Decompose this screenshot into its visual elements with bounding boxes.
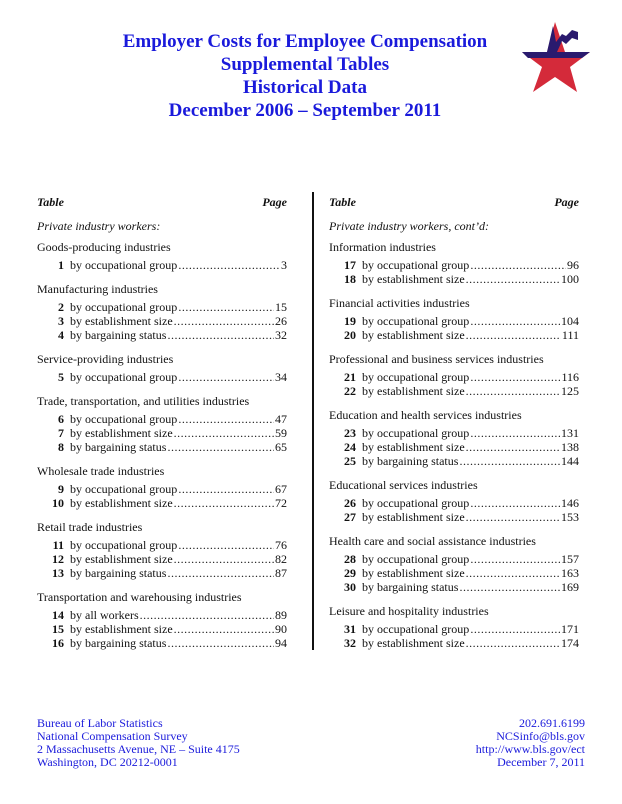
page-number: 153 — [561, 510, 579, 524]
table-label: by occupational group — [362, 552, 470, 566]
toc-entry[interactable] — [37, 258, 287, 272]
table-label: by bargaining status — [70, 636, 167, 650]
table-number: 5 — [58, 370, 64, 384]
table-label: by establishment size — [70, 552, 173, 566]
dot-leader — [466, 384, 560, 398]
toc-group — [37, 240, 287, 272]
toc-entry[interactable] — [329, 636, 579, 650]
table-label: by occupational group — [70, 300, 178, 314]
section-subtitle: Private industry workers, cont’d: — [329, 219, 489, 233]
toc-entry[interactable] — [329, 552, 579, 566]
group-heading: Financial activities industries — [329, 296, 470, 310]
column-divider — [312, 192, 314, 650]
group-heading: Service-providing industries — [37, 352, 174, 366]
dot-leader — [178, 300, 274, 314]
toc-entry[interactable] — [329, 566, 579, 580]
table-number: 20 — [344, 328, 356, 342]
dot-leader — [167, 636, 274, 650]
table-number: 21 — [344, 370, 356, 384]
table-label: by bargaining status — [70, 440, 167, 454]
toc-entry[interactable] — [37, 314, 287, 328]
page-column-label: Page — [262, 195, 287, 209]
dot-leader — [470, 314, 560, 328]
title-line: Supplemental Tables — [220, 54, 390, 75]
title-line: Employer Costs for Employee Compensation — [122, 31, 488, 52]
table-label: by bargaining status — [70, 328, 167, 342]
toc-group — [329, 604, 579, 650]
table-number: 2 — [58, 300, 64, 314]
table-number: 12 — [52, 552, 64, 566]
table-number: 25 — [344, 454, 356, 468]
dot-leader — [140, 608, 274, 622]
table-number: 9 — [58, 482, 64, 496]
dot-leader — [178, 482, 274, 496]
dot-leader — [466, 272, 560, 286]
toc-group — [37, 520, 287, 580]
page-number: 89 — [275, 608, 287, 622]
toc-entry[interactable] — [329, 440, 579, 454]
toc-entry[interactable] — [37, 300, 287, 314]
page-number: 32 — [275, 328, 287, 342]
toc-group — [37, 352, 287, 384]
table-label: by establishment size — [362, 510, 465, 524]
toc-group — [329, 408, 579, 468]
toc-entry[interactable] — [37, 608, 287, 622]
page-number: 111 — [561, 328, 579, 342]
dot-leader — [174, 496, 274, 510]
table-label: by occupational group — [70, 370, 178, 384]
toc-entry[interactable] — [37, 440, 287, 454]
group-heading: Information industries — [329, 240, 436, 254]
table-label: by establishment size — [362, 272, 465, 286]
table-number: 3 — [58, 314, 64, 328]
toc-group — [37, 590, 287, 650]
dot-leader — [167, 566, 274, 580]
page-number: 82 — [275, 552, 287, 566]
group-heading: Professional and business services industries — [329, 352, 544, 366]
table-number: 23 — [344, 426, 356, 440]
page-number: 169 — [561, 580, 579, 594]
table-label: by occupational group — [70, 538, 178, 552]
page-number: 65 — [275, 440, 287, 454]
table-number: 15 — [52, 622, 64, 636]
page-number: 171 — [561, 622, 579, 636]
toc-entry[interactable] — [37, 622, 287, 636]
dot-leader — [459, 454, 560, 468]
table-label: by all workers — [70, 608, 139, 622]
toc-entry[interactable] — [37, 496, 287, 510]
table-label: by establishment size — [70, 496, 173, 510]
group-heading: Goods-producing industries — [37, 240, 171, 254]
toc-entry[interactable] — [329, 272, 579, 286]
dot-leader — [178, 538, 274, 552]
dot-leader — [178, 412, 274, 426]
footer-url[interactable]: http://www.bls.gov/ect — [475, 742, 585, 756]
toc-group — [37, 464, 287, 510]
page-number: 163 — [561, 566, 579, 580]
toc-entry[interactable] — [37, 482, 287, 496]
footer-line: Washington, DC 20212-0001 — [37, 755, 178, 769]
page-number: 116 — [561, 370, 579, 384]
page-number: 76 — [275, 538, 287, 552]
group-heading: Transportation and warehousing industries — [37, 590, 242, 604]
table-label: by occupational group — [70, 482, 178, 496]
table-number: 6 — [58, 412, 64, 426]
page-number: 47 — [275, 412, 287, 426]
footer-contact — [476, 717, 585, 769]
table-label: by establishment size — [362, 328, 465, 342]
dot-leader — [470, 622, 560, 636]
toc-header — [37, 194, 287, 210]
title-line: December 2006 – September 2011 — [168, 100, 442, 121]
table-label: by establishment size — [362, 440, 465, 454]
toc-group — [329, 240, 579, 286]
page-number: 87 — [275, 566, 287, 580]
dot-leader — [459, 580, 560, 594]
toc-group — [329, 352, 579, 398]
toc-entry[interactable] — [329, 496, 579, 510]
dot-leader — [470, 426, 560, 440]
dot-leader — [466, 636, 560, 650]
toc-group — [37, 282, 287, 342]
toc-entry[interactable] — [329, 580, 579, 594]
page-number: 138 — [561, 440, 579, 454]
table-label: by establishment size — [70, 426, 173, 440]
footer-line: Bureau of Labor Statistics — [37, 716, 163, 730]
dot-leader — [178, 258, 280, 272]
dot-leader — [174, 314, 274, 328]
table-number: 28 — [344, 552, 356, 566]
table-label: by occupational group — [362, 258, 470, 272]
table-number: 10 — [52, 496, 64, 510]
toc-header — [329, 194, 579, 210]
table-number: 7 — [58, 426, 64, 440]
dot-leader — [174, 552, 274, 566]
group-heading: Leisure and hospitality industries — [329, 604, 489, 618]
toc-group — [329, 478, 579, 524]
toc-entry[interactable] — [37, 566, 287, 580]
page-number: 26 — [275, 314, 287, 328]
page-number: 59 — [275, 426, 287, 440]
toc-entry[interactable] — [329, 384, 579, 398]
dot-leader — [174, 426, 274, 440]
page-number: 174 — [561, 636, 579, 650]
page-number: 96 — [567, 258, 579, 272]
table-label: by bargaining status — [362, 454, 459, 468]
table-label: by establishment size — [362, 384, 465, 398]
page-number: 146 — [561, 496, 579, 510]
group-heading: Wholesale trade industries — [37, 464, 165, 478]
table-number: 18 — [344, 272, 356, 286]
footer-address — [37, 717, 240, 769]
page-number: 125 — [561, 384, 579, 398]
group-heading: Health care and social assistance industries — [329, 534, 536, 548]
dot-leader — [470, 552, 560, 566]
table-number: 30 — [344, 580, 356, 594]
toc-entry[interactable] — [37, 636, 287, 650]
group-heading: Manufacturing industries — [37, 282, 158, 296]
group-heading: Educational services industries — [329, 478, 478, 492]
table-number: 13 — [52, 566, 64, 580]
table-number: 11 — [52, 538, 64, 552]
dot-leader — [470, 496, 560, 510]
footer-email[interactable]: NCSinfo@bls.gov — [496, 729, 585, 743]
toc-entry[interactable] — [329, 258, 579, 272]
section-subtitle: Private industry workers: — [37, 219, 161, 233]
dot-leader — [466, 328, 561, 342]
table-label: by establishment size — [70, 622, 173, 636]
dot-leader — [470, 258, 566, 272]
toc-column-left — [37, 194, 287, 660]
table-number: 26 — [344, 496, 356, 510]
dot-leader — [167, 440, 274, 454]
table-number: 31 — [344, 622, 356, 636]
title-line: Historical Data — [242, 77, 367, 98]
page-number: 131 — [561, 426, 579, 440]
page-number: 144 — [561, 454, 579, 468]
bls-star-logo-icon — [520, 22, 590, 94]
toc-entry[interactable] — [329, 454, 579, 468]
toc-entry[interactable] — [329, 314, 579, 328]
group-heading: Education and health services industries — [329, 408, 522, 422]
table-label: by occupational group — [70, 412, 178, 426]
toc-entry[interactable] — [329, 328, 579, 342]
dot-leader — [466, 440, 560, 454]
page-number: 104 — [561, 314, 579, 328]
toc-group — [329, 296, 579, 342]
dot-leader — [178, 370, 274, 384]
table-number: 27 — [344, 510, 356, 524]
table-number: 24 — [344, 440, 356, 454]
footer-line: 2 Massachusetts Avenue, NE – Suite 4175 — [37, 742, 240, 756]
dot-leader — [466, 510, 560, 524]
dot-leader — [470, 370, 560, 384]
page-number: 3 — [281, 258, 287, 272]
table-label: by establishment size — [362, 636, 465, 650]
table-number: 32 — [344, 636, 356, 650]
dot-leader — [466, 566, 560, 580]
table-number: 4 — [58, 328, 64, 342]
table-number: 14 — [52, 608, 64, 622]
toc-entry[interactable] — [37, 538, 287, 552]
group-heading: Retail trade industries — [37, 520, 143, 534]
page-number: 72 — [275, 496, 287, 510]
table-column-label: Table — [37, 195, 64, 209]
table-label: by occupational group — [70, 258, 178, 272]
page-column-label: Page — [554, 195, 579, 209]
dot-leader — [174, 622, 274, 636]
footer-date: December 7, 2011 — [497, 755, 585, 769]
page-number: 90 — [275, 622, 287, 636]
table-label: by occupational group — [362, 370, 470, 384]
page-number: 15 — [275, 300, 287, 314]
footer-phone: 202.691.6199 — [519, 716, 585, 730]
page-number: 67 — [275, 482, 287, 496]
toc-entry[interactable] — [329, 510, 579, 524]
table-label: by establishment size — [70, 314, 173, 328]
toc-group — [329, 534, 579, 594]
dot-leader — [167, 328, 274, 342]
toc-entry[interactable] — [329, 370, 579, 384]
table-number: 17 — [344, 258, 356, 272]
toc-column-right — [329, 194, 579, 660]
table-column-label: Table — [329, 195, 356, 209]
table-number: 19 — [344, 314, 356, 328]
table-label: by occupational group — [362, 426, 470, 440]
group-heading: Trade, transportation, and utilities industries — [37, 394, 250, 408]
table-number: 29 — [344, 566, 356, 580]
toc-entry[interactable] — [329, 622, 579, 636]
table-label: by bargaining status — [70, 566, 167, 580]
table-number: 16 — [52, 636, 64, 650]
page-number: 100 — [561, 272, 579, 286]
table-number: 22 — [344, 384, 356, 398]
table-label: by establishment size — [362, 566, 465, 580]
page-number: 157 — [561, 552, 579, 566]
page-number: 94 — [275, 636, 287, 650]
toc-entry[interactable] — [37, 370, 287, 384]
table-label: by occupational group — [362, 622, 470, 636]
toc-entry[interactable] — [37, 412, 287, 426]
page-number: 34 — [275, 370, 287, 384]
toc-entry[interactable] — [37, 328, 287, 342]
toc-entry[interactable] — [37, 552, 287, 566]
toc-group — [37, 394, 287, 454]
document-title — [60, 30, 550, 122]
footer-line: National Compensation Survey — [37, 729, 188, 743]
table-number: 1 — [58, 258, 64, 272]
toc-entry[interactable] — [37, 426, 287, 440]
toc-entry[interactable] — [329, 426, 579, 440]
table-label: by occupational group — [362, 496, 470, 510]
table-label: by occupational group — [362, 314, 470, 328]
table-number: 8 — [58, 440, 64, 454]
table-label: by bargaining status — [362, 580, 459, 594]
